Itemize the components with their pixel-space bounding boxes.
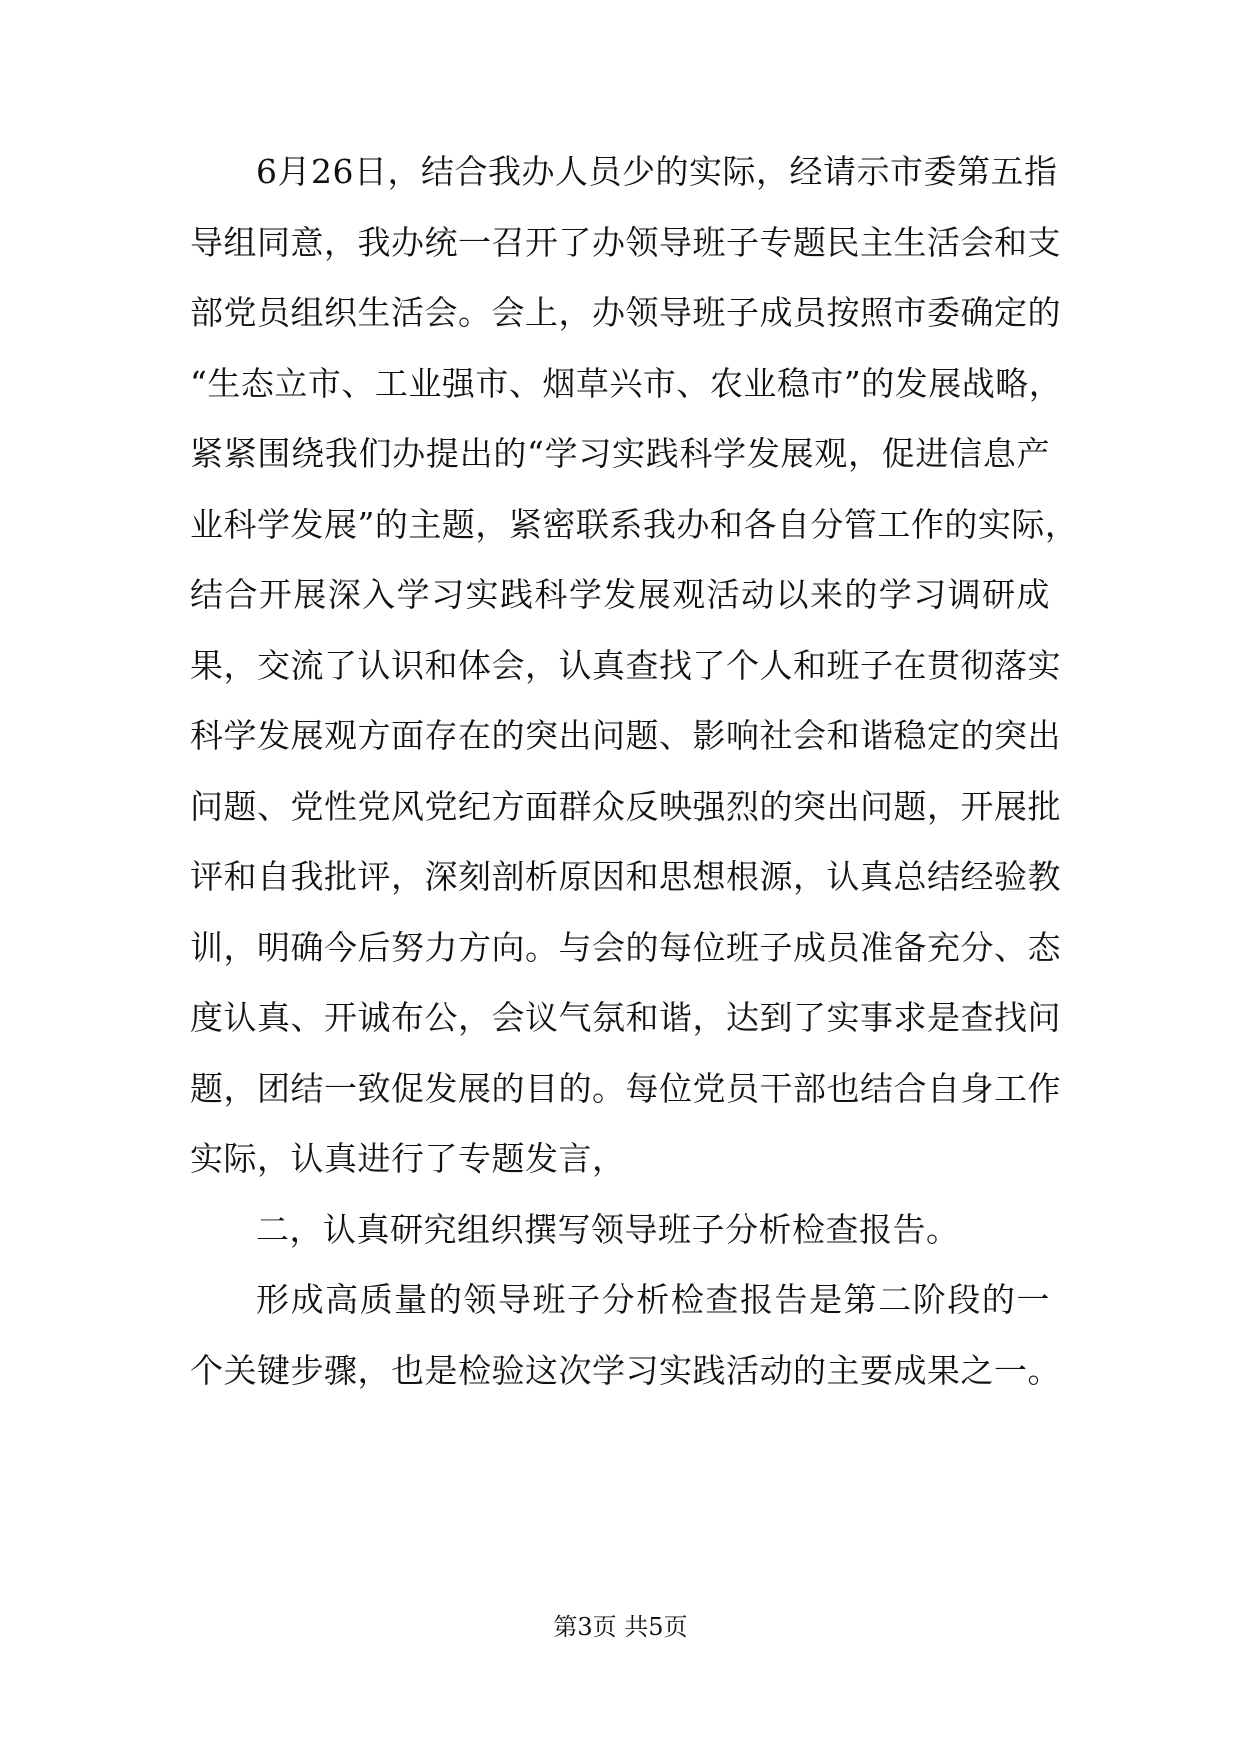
paragraph-1-line: 训，明确今后努力方向。与会的每位班子成员准备充分、态 — [190, 927, 1061, 967]
section-heading: 二，认真研究组织撰写领导班子分析检查报告。 — [256, 1209, 960, 1249]
paragraph-1-line: 问题、党性党风党纪方面群众反映强烈的突出问题，开展批 — [190, 786, 1061, 826]
paragraph-1-line: 结合开展深入学习实践科学发展观活动以来的学习调研成 — [190, 575, 1050, 614]
paragraph-1-line: 题，团结一致促发展的目的。每位党员干部也结合自身工作 — [190, 1068, 1061, 1108]
paragraph-1-line: 评和自我批评，深刻剖析原因和思想根源，认真总结经验教 — [190, 857, 1061, 896]
paragraph-1-line: 导组同意，我办统一召开了办领导班子专题民主生活会和支 — [190, 222, 1061, 262]
paragraph-1-line: 6月26日，结合我办人员少的实际，经请示市委第五指 — [256, 152, 1058, 191]
paragraph-1-line: 业科学发展”的主题，紧密联系我办和各自分管工作的实际， — [190, 504, 1079, 544]
body-text — [190, 0, 1079, 1600]
paragraph-1-line: 科学发展观方面存在的突出问题、影响社会和谐稳定的突出 — [190, 716, 1061, 755]
paragraph-2-line: 形成高质量的领导班子分析检查报告是第二阶段的一 — [256, 1280, 1050, 1319]
paragraph-1-line: 部党员组织生活会。会上，办领导班子成员按照市委确定的 — [190, 293, 1061, 332]
paragraph-1-line: “生态立市、工业强市、烟草兴市、农业稳市”的发展战略， — [190, 363, 1063, 403]
paragraph-1-line: 实际，认真进行了专题发言， — [190, 1139, 626, 1178]
page-footer: 第3页 共5页 — [553, 1613, 688, 1641]
paragraph-2-line: 个关键步骤，也是检验这次学习实践活动的主要成果之一。 — [190, 1350, 1061, 1390]
paragraph-1-line: 果，交流了认识和体会，认真查找了个人和班子在贯彻落实 — [190, 645, 1061, 685]
paragraph-1-line: 紧紧围绕我们办提出的“学习实践科学发展观，促进信息产 — [190, 434, 1050, 473]
paragraph-1-line: 度认真、开诚布公，会议气氛和谐，达到了实事求是查找问 — [190, 998, 1061, 1037]
